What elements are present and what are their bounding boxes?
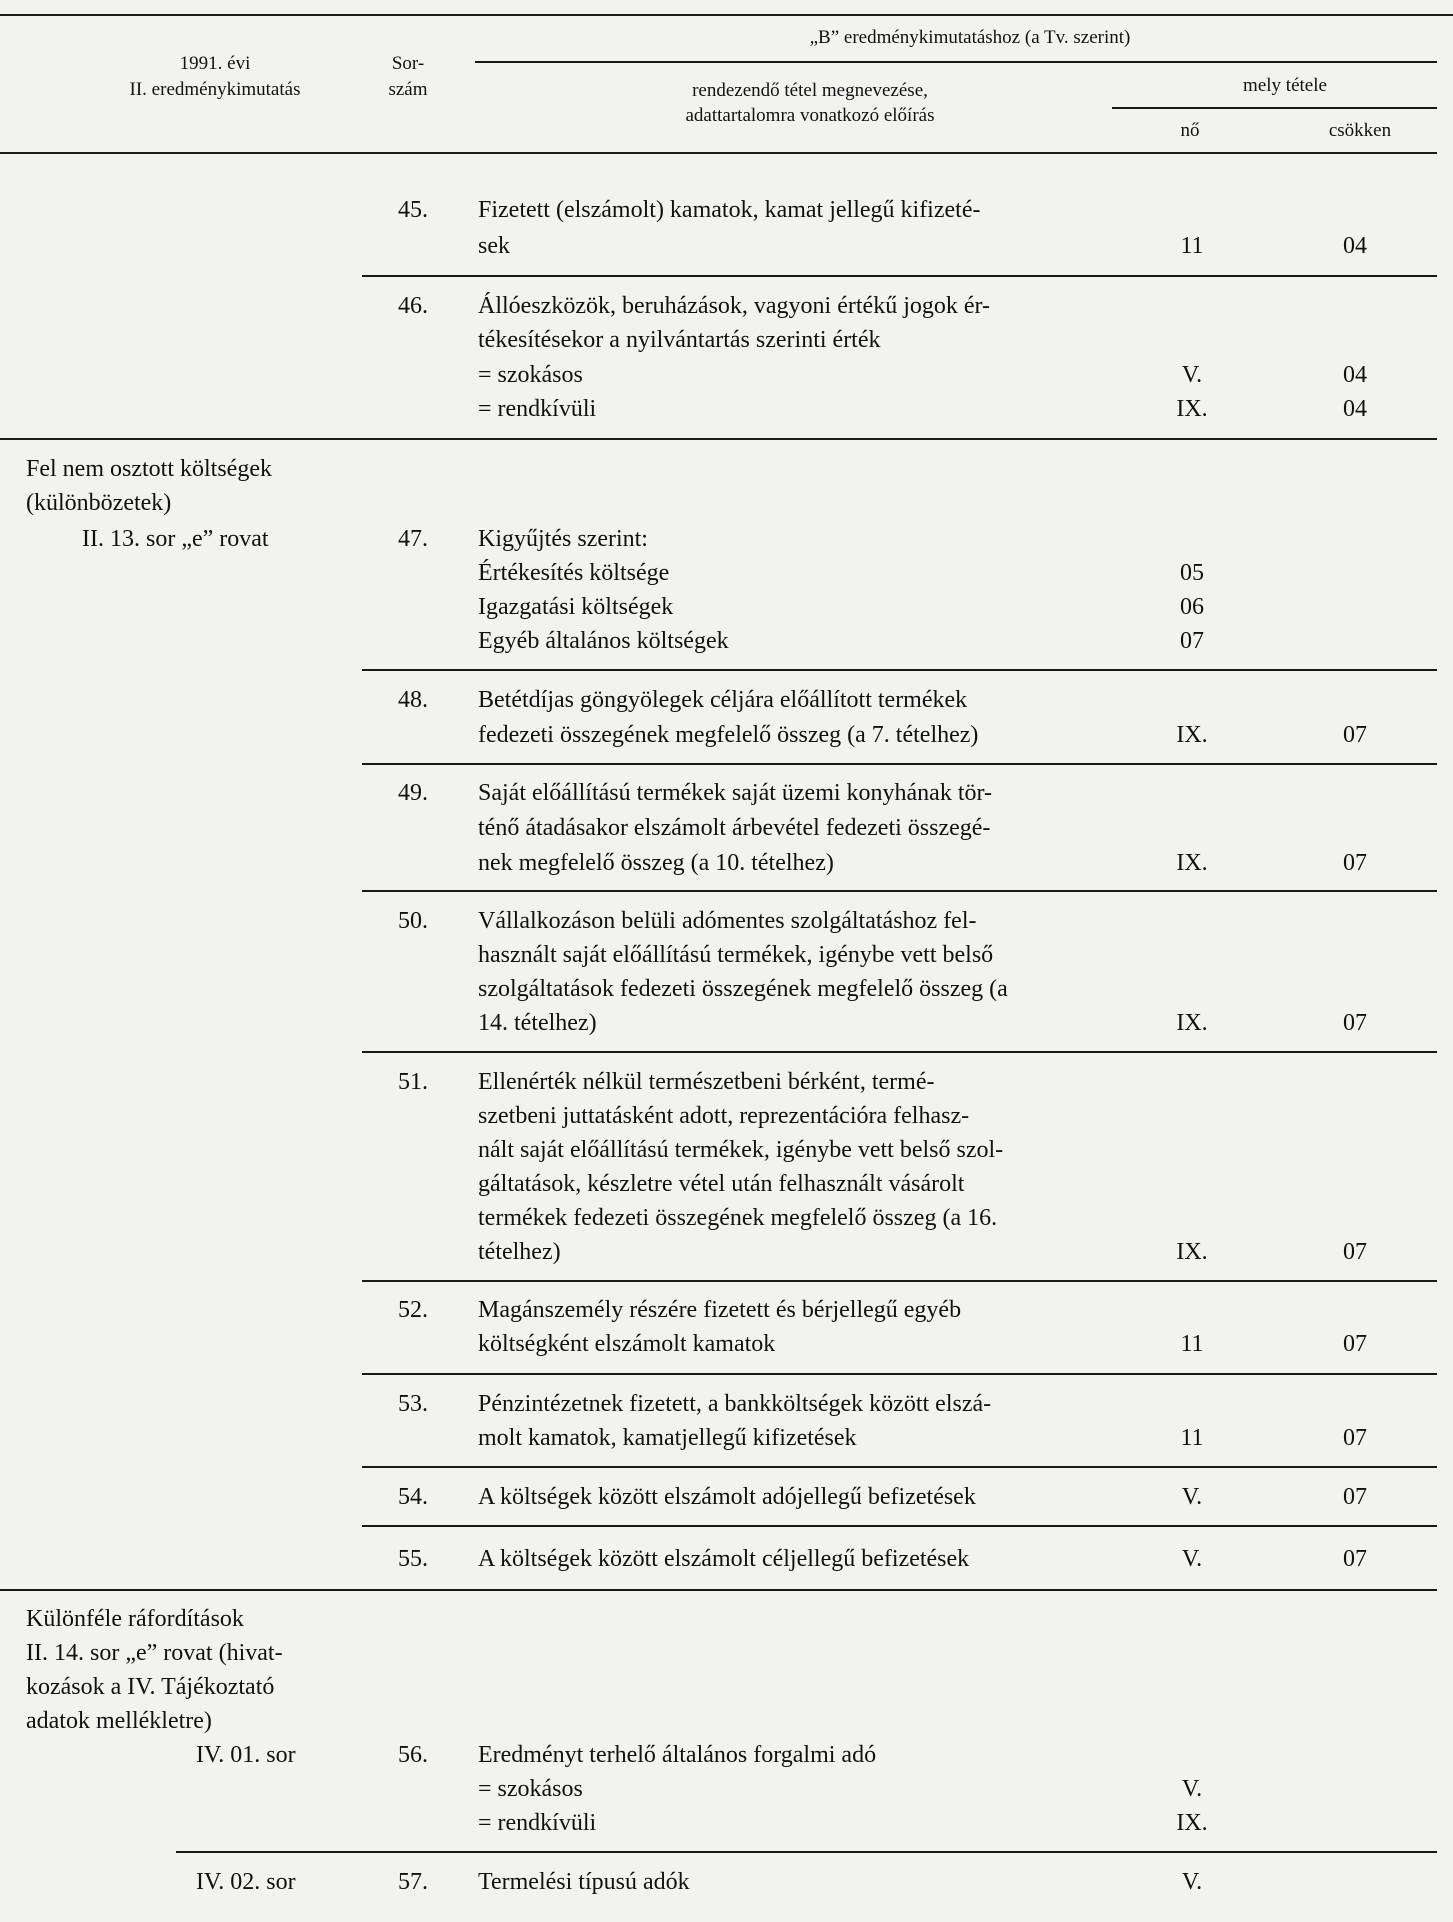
row-57-number: 57. [398,1869,428,1895]
top-rule [0,14,1453,16]
rule-after-45 [362,275,1437,277]
row-48-number: 48. [398,687,428,713]
row-50-csokken: 07 [1343,1010,1367,1036]
row-45-no: 11 [1180,233,1204,259]
row-47-code-3: 07 [1180,628,1204,654]
row-45-csokken: 04 [1343,233,1367,259]
section-2-ref-01: IV. 01. sor [196,1742,296,1768]
row-48-line1: Betétdíjas göngyölegek céljára előállított termékek [478,687,968,713]
row-51-line4: gáltatások, készletre vétel után felhasznált vásárolt [478,1171,965,1197]
header-col3-top: „B” eredménykimutatáshoz (a Tv. szerint) [809,27,1131,48]
row-51-no: IX. [1176,1239,1208,1265]
row-47-code-2: 06 [1180,594,1204,620]
row-47-line1: Kigyűjtés szerint: [478,526,648,552]
rule-after-47 [362,669,1437,671]
header-bottom-rule [0,152,1437,154]
row-47-line4: Egyéb általános költségek [478,628,729,654]
header-col1-line2: II. eredménykimutatás [129,79,301,100]
row-57-no: V. [1181,1869,1203,1895]
row-56-number: 56. [398,1742,428,1768]
row-53-csokken: 07 [1343,1425,1367,1451]
row-49-no: IX. [1176,850,1208,876]
row-46-line3: = szokásos [478,362,583,388]
row-56-line3: = rendkívüli [478,1810,597,1836]
row-54-csokken: 07 [1343,1484,1367,1510]
rule-after-46 [0,438,1437,440]
row-52-number: 52. [398,1297,428,1323]
rule-after-55 [0,1589,1437,1591]
row-50-line1: Vállalkozáson belüli adómentes szolgáltatáshoz fel- [478,908,977,934]
row-52-line2: költségként elszámolt kamatok [478,1331,776,1357]
row-51-line1: Ellenérték nélkül természetbeni bérként, termé- [478,1069,935,1095]
row-48-csokken: 07 [1343,722,1367,748]
section-2-line2: II. 14. sor „e” rovat (hivat- [26,1640,283,1666]
row-47-code-1: 05 [1180,560,1204,586]
row-53-number: 53. [398,1391,428,1417]
row-56-line2: = szokásos [478,1776,583,1802]
row-56-no-szokasos: V. [1181,1776,1203,1802]
row-53-line1: Pénzintézetnek fizetett, a bankköltségek között elszá- [478,1391,992,1417]
section-2-line3: kozások a IV. Tájékoztató [26,1674,275,1700]
row-55-line1: A költségek között elszámolt céljellegű befizetések [478,1546,970,1572]
section-1-subtitle: (különbözetek) [26,490,172,516]
row-51-csokken: 07 [1343,1239,1367,1265]
row-48-no: IX. [1176,722,1208,748]
row-46-number: 46. [398,293,428,319]
row-57-line1: Termelési típusú adók [478,1869,690,1895]
rule-after-54 [362,1525,1437,1527]
header-col2-line1: Sor- [391,53,425,74]
row-45-line1: Fizetett (elszámolt) kamatok, kamat jellegű kifizeté- [478,197,981,223]
row-52-no: 11 [1180,1331,1204,1357]
header-col4-no: nő [1180,120,1200,141]
row-46-line2: tékesítésekor a nyilvántartás szerinti érték [478,327,881,353]
row-49-number: 49. [398,780,428,806]
row-46-cs-rendkivuli: 04 [1343,396,1367,422]
row-47-line2: Értékesítés költsége [478,560,670,586]
row-51-line6: tételhez) [478,1239,561,1265]
row-52-csokken: 07 [1343,1331,1367,1357]
header-col3-line2: adattartalomra vonatkozó előírás [685,105,935,126]
section-2-line4: adatok mellékletre) [26,1708,212,1734]
row-50-line3: szolgáltatások fedezeti összegének megfelelő összeg (a [478,976,1008,1002]
section-2-ref-02: IV. 02. sor [196,1869,296,1895]
header-col4-top: mely tétele [1243,75,1327,96]
header-subrule [475,61,1437,63]
row-51-line3: nált saját előállítású termékek, igénybe vett belső szol- [478,1137,1004,1163]
row-53-line2: molt kamatok, kamatjellegű kifizetések [478,1425,857,1451]
row-54-line1: A költségek között elszámolt adójellegű befizetések [478,1484,976,1510]
row-48-line2: fedezeti összegének megfelelő összeg (a 7. tételhez) [478,722,979,748]
row-49-csokken: 07 [1343,850,1367,876]
row-46-no-rendkivuli: IX. [1176,396,1208,422]
header-col2-line2: szám [388,79,428,100]
rule-after-48 [362,763,1437,765]
header-col4-csokken: csökken [1328,120,1392,141]
rule-after-50 [362,1051,1437,1053]
row-52-line1: Magánszemély részére fizetett és bérjellegű egyéb [478,1297,962,1323]
rule-after-56 [176,1851,1437,1853]
row-54-number: 54. [398,1484,428,1510]
row-50-line2: használt saját előállítású termékek, igénybe vett belső [478,942,994,968]
rule-after-49 [362,890,1437,892]
row-47-number: 47. [398,526,428,552]
row-54-no: V. [1181,1484,1203,1510]
row-46-cs-szokasos: 04 [1343,362,1367,388]
row-56-line1: Eredményt terhelő általános forgalmi adó [478,1742,877,1768]
section-1-ref: II. 13. sor „e” rovat [82,526,269,552]
header-col1-line1: 1991. évi [179,53,251,74]
row-46-no-szokasos: V. [1181,362,1203,388]
row-53-no: 11 [1180,1425,1204,1451]
row-46-line4: = rendkívüli [478,396,597,422]
row-51-number: 51. [398,1069,428,1095]
row-46-line1: Állóeszközök, beruházások, vagyoni értékű jogok ér- [478,293,991,319]
header-subrule-right [1112,107,1437,109]
row-55-no: V. [1181,1546,1203,1572]
rule-after-51 [362,1280,1437,1282]
section-2-title: Különféle ráfordítások [26,1606,244,1632]
row-50-line4: 14. tételhez) [478,1010,597,1036]
header-col3-line1: rendezendő tétel megnevezése, [692,80,928,101]
rule-after-53 [362,1466,1437,1468]
row-51-line5: termékek fedezeti összegének megfelelő összeg (a 16. [478,1205,998,1231]
row-49-line1: Saját előállítású termékek saját üzemi konyhának tör- [478,780,993,806]
row-45-line2: sek [478,233,510,259]
row-49-line3: nek megfelelő összeg (a 10. tételhez) [478,850,834,876]
row-50-number: 50. [398,908,428,934]
row-55-csokken: 07 [1343,1546,1367,1572]
rule-after-52 [362,1373,1437,1375]
row-49-line2: ténő átadásakor elszámolt árbevétel fedezeti összegé- [478,815,991,841]
row-55-number: 55. [398,1546,428,1572]
row-51-line2: szetbeni juttatásként adott, reprezentációra felhasz- [478,1103,970,1129]
row-50-no: IX. [1176,1010,1208,1036]
section-1-title: Fel nem osztott költségek [26,456,272,482]
row-45-number: 45. [398,197,428,223]
row-47-line3: Igazgatási költségek [478,594,674,620]
row-56-no-rendkivuli: IX. [1176,1810,1208,1836]
